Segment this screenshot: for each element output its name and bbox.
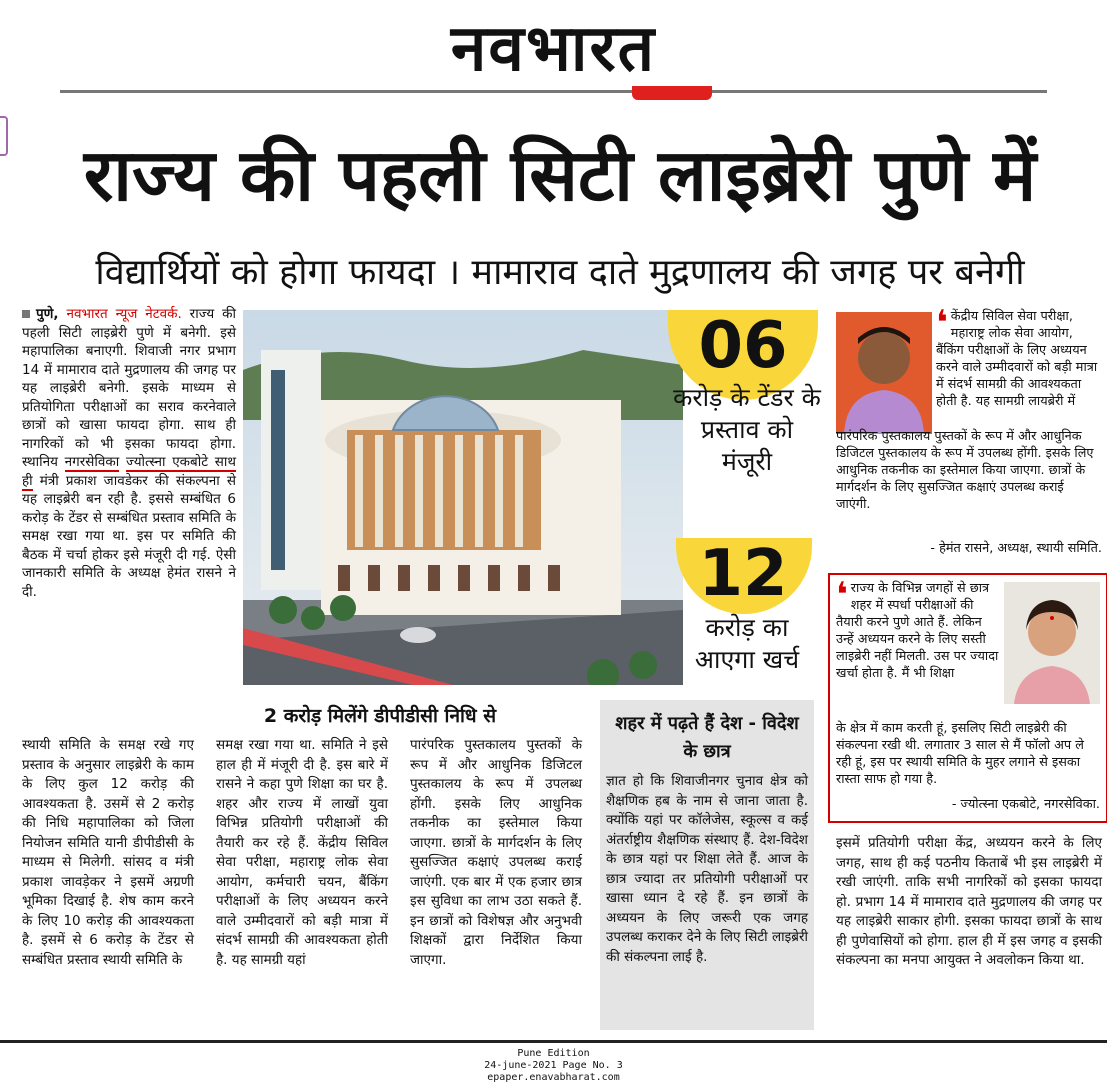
masthead-rule [60,90,1047,93]
footer-rule [0,1040,1107,1043]
underlined-name-1: नगरसेविका [64,454,120,470]
footer-website: epaper.enavabharat.com [487,1072,620,1083]
quote-mark-icon: ❛ [936,303,948,343]
intro-column [22,305,236,601]
dateline-square-icon [22,310,30,318]
masthead-red-tab [632,86,712,100]
quote-2-lead [836,575,1000,682]
masthead [0,0,1107,100]
body-column-b: समक्ष रखा गया था. समिति ने इसे हाल ही में मंजूरी दी है. इस बारे में रासने ने कहा पुणे शिक्षा का घर है. शहर और राज्य में लाखों युवा विभिन्न प्रतियोगी परीक्षाओं की तैयारी कर रहे हैं. केंद्रीय सिविल सेवा परीक्षा, महाराष्ट्र लोक सेवा आयोग, कर्मचारी चयन, बैंकिंग परीक्षाओं के लिए अध्ययन करने वाले उम्मीदवारों को बड़ी मात्रा में संदर्भ सामग्री की आवश्यकता होती है. यह सामग्री यहां [216,737,388,968]
building-illustration [243,310,683,685]
stat-2-text: करोड़ का आएगा खर्च [694,613,800,674]
newspaper-title: नवभारत [450,12,657,86]
footer [0,1048,1107,1084]
intro-body-1: राज्य की पहली सिटी लाइब्रेरी पुणे में बनेगी. इसे महापालिका बनाएगी. शिवाजी नगर प्रभाग 14 में मामाराव दाते मुद्रणालय की जगह पर यह लाइब्रेरी बनेगी. इसके माध्यम से प्रतियोगिता परीक्षाओं का सराव करनेवाले छात्रों को खासा फायदा होगा. साथ ही नागरिकों को भी इसका फायदा होगा. स्थानिय [22,306,237,470]
quote-2-rest: के क्षेत्र में काम करती हूं, इसलिए सिटी लाइब्रेरी की संकल्पना रखी थी. लगातार 3 साल से मैं फॉलो अप ले रही हूं, इस पर स्थायी समिति के मुहर लगाने से इसका रास्ता साफ हो गया है. [836,721,1084,787]
sidebar-body: ज्ञात हो कि शिवाजीनगर चुनाव क्षेत्र को शैक्षणिक हब के नाम से जाना जाता है. क्योंकि यहां पर कॉलेजेस, स्कूल्स व कई अंतर्राष्ट्रीय शैक्षणिक संस्थाए हैं. देश-विदेश के छात्र यहां पर शिक्षा लेते हैं. आज के छात्र ज्यादा तर प्रतियोगी परीक्षाओं पर खासा ध्यान दे रहे हैं. इन छात्रों के अध्ययन के लिए जरूरी एक जगह उपलब्ध कराकर देने के लिए सिटी लाइब्रेरी की संकल्पना लाई है. [606,773,808,965]
footer-date-page: 24-june-2021 Page No. 3 [484,1060,623,1071]
underlined-name-2: ज्योत्स्ना एकबोटे साथ ही [22,454,237,489]
person-photo-icon [1004,582,1100,704]
sidebar-heading: शहर में पढ़ते हैं देश - विदेश के छात्र [615,713,799,762]
subhead: विद्यार्थियों को होगा फायदा । मामाराव दाते मुद्रणालय की जगह पर बनेगी [95,252,1025,293]
body-column-a: स्थायी समिति के समक्ष रखे गए प्रस्ताव के अनुसार लाइब्रेरी के काम के लिए कुल 12 करोड़ की आवश्यकता है. उसमें से 2 करोड़ की निधि महापालिका को जिला नियोजन समिति यानी डीपीडीसी के माध्यम से मिलेगी. सांसद व मंत्री प्रकाश जावड़ेकर ने इसमें अग्रणी भूमिका दिखाई है. शेष काम करने के लिए 10 करोड़ की आवश्यकता है. इसमें से 6 करोड़ के टेंडर से सम्बंधित प्रस्ताव स्थायी समिति के [22,737,194,968]
body-column-c: पारंपरिक पुस्तकालय पुस्तकों के रूप में और आधुनिक डिजिटल पुस्तकालय के रूप में उपलब्ध होंगी. इसके लिए आधुनिक तकनीक का इस्तेमाल किया जाएगा. छात्रों के मार्गदर्शन के लिए सुसज्जित कक्षाएं उपलब्ध कराई जाएंगी. एक बार में एक हजार छात्र इस सुविधा का लाभ उठा सकते हैं. इन छात्रों को विशेषज्ञ और अनुभवी शिक्षकों द्वारा निर्देशित किया जाएगा. [410,737,582,968]
stat-2-number: 12 [698,537,788,611]
quote-mark-icon: ❛ [836,575,848,615]
intro-body-2: मंत्री प्रकाश जावडेकर की संकल्पना से यह लाइब्रेरी बन रही है. इससे सम्बंधित 6 करोड़ के टेंडर से सम्बंधित प्रस्ताव समिति के समक्ष रखा गया था. इस पर समिति की बैठक में चर्चा होकर इसे मंजूरी दी गई. ऐसी जानकारी समिति के अध्यक्ष हेमंत रासने ने दी. [22,472,236,600]
page-edge-marker [0,116,8,156]
stat-1-text: करोड़ के टेंडर के प्रस्ताव को मंजूरी [673,383,821,476]
person-photo-icon [836,312,932,434]
right-bottom-column: इसमें प्रतियोगी परीक्षा केंद्र, अध्ययन करने के लिए जगह, साथ ही कई पठनीय किताबें भी इस लाइब्रेरी में रखी जाएंगी. ताकि सभी नागरिकों को इसका फायदा हो. प्रभाग 14 में मामाराव दाते मुद्रणालय की जगह पर यह लाइब्रेरी साकार होगी. इसका फायदा छात्रों के साथ ही पुणेवासियों को होगा. हाल ही में इस जगह व इसकी संकल्पना का मनपा आयुक्त ने अवलोकन किया था. [836,835,1102,968]
quote-1-rest: पारंपरिक पुस्तकालय पुस्तकों के रूप में और आधुनिक डिजिटल पुस्तकालय के रूप में उपलब्ध होंगी. इसके लिए आधुनिक तकनीक का इस्तेमाल किया जाएगा. छात्रों के मार्गदर्शन के लिए सुसज्जित कक्षाएं उपलब्ध कराई जाएंगी. [836,429,1094,512]
dateline-agency: नवभारत न्यूज नेटवर्क. [66,306,182,322]
headline: राज्य की पहली सिटी लाइब्रेरी पुणे में [83,133,1037,217]
library-rendering-image [243,310,683,685]
portrait-hemant-rasne [836,312,932,434]
stat-1-number: 06 [698,309,788,383]
footer-edition: Pune Edition [517,1048,590,1059]
quote-1-lead [936,303,1102,410]
section-heading-dpdc: 2 करोड़ मिलेंगे डीपीडीसी निधि से [263,705,497,727]
dateline-city: पुणे, [36,306,59,322]
quote-1-attribution: - हेमंत रासने, अध्यक्ष, स्थायी समिति. [930,541,1102,556]
quote-2-attribution: - ज्योत्स्ना एकबोटे, नगरसेविका. [951,797,1100,812]
quote-2-lead-text: राज्य के विभिन्न जगहों से छात्र शहर में स्पर्धा परीक्षाओं की तैयारी करने पुणे आते हैं. लेकिन उन्हें अध्ययन करने के लिए सस्ती लाइब्रेरी नहीं मिलती. उस पर ज्यादा खर्चा होता है. मैं भी शिक्षा [836,581,999,681]
quote-1-lead-text: केंद्रीय सिविल सेवा परीक्षा, महाराष्ट्र लोक सेवा आयोग, बैंकिंग परीक्षाओं के लिए अध्ययन करने वाले उम्मीदवारों को बड़ी मात्रा में संदर्भ सामग्री की आवश्यकता होती है. यह सामग्री लायब्रेरी में [936,309,1098,409]
portrait-jyotsna-ekbote [1004,582,1100,704]
